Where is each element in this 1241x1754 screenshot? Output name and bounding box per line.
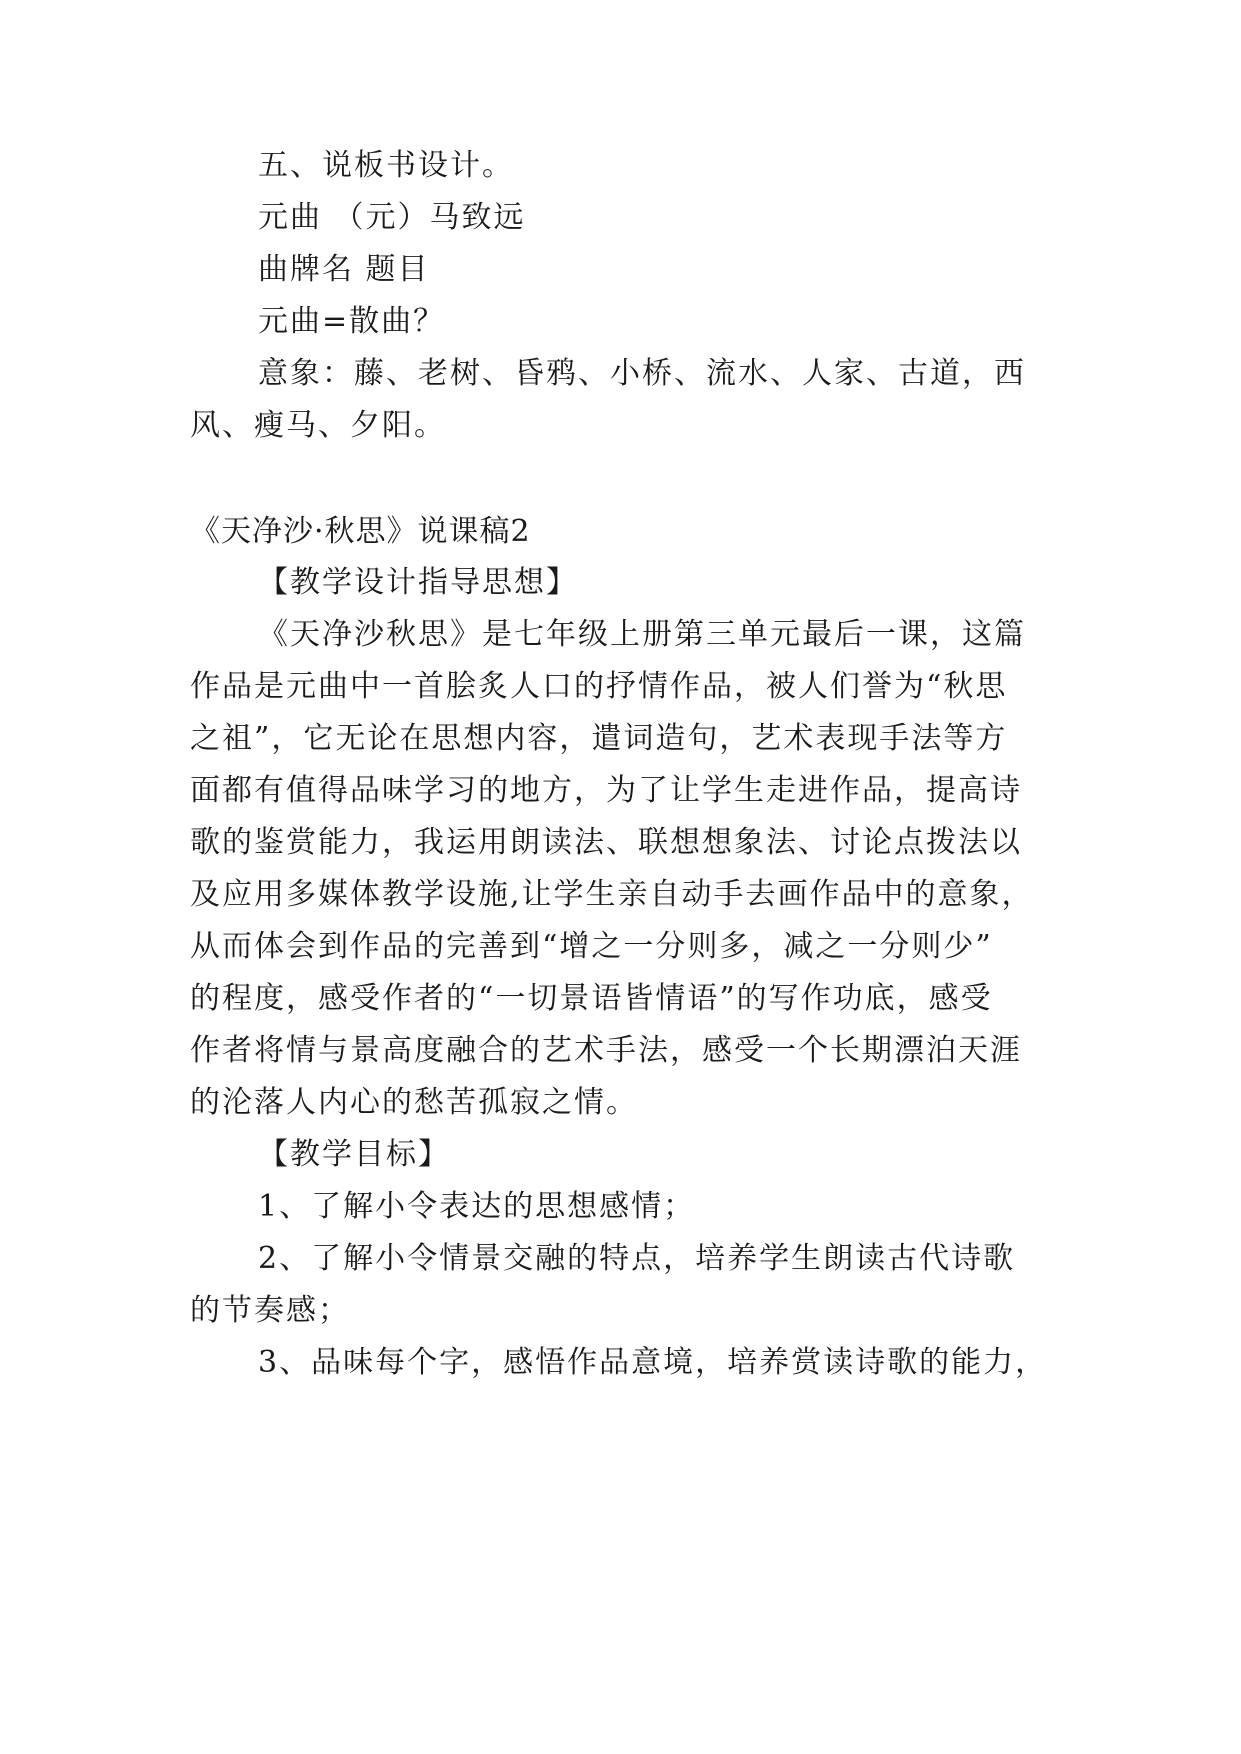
guide-paragraph-line: 的程度，感受作者的“一切景语皆情语”的写作功底，感受 bbox=[190, 981, 993, 1016]
board-design-heading: 五、说板书设计。 bbox=[258, 148, 514, 183]
board-line-title: 曲牌名 题目 bbox=[258, 252, 430, 287]
goal-3: 3、品味每个字，感悟作品意境，培养赏读诗歌的能力， bbox=[258, 1345, 1048, 1380]
imagery-line-2: 风、瘦马、夕阳。 bbox=[190, 408, 446, 443]
guide-paragraph-line: 及应用多媒体教学设施,让学生亲自动手去画作品中的意象， bbox=[190, 877, 1034, 912]
guide-paragraph-line: 《天净沙秋思》是七年级上册第三单元最后一课，这篇 bbox=[258, 617, 1026, 652]
guide-paragraph-line: 的沦落人内心的愁苦孤寂之情。 bbox=[190, 1085, 638, 1120]
goals-heading: 【教学目标】 bbox=[258, 1137, 450, 1172]
guide-paragraph-line: 作者将情与景高度融合的艺术手法，感受一个长期漂泊天涯 bbox=[190, 1033, 1022, 1068]
guide-paragraph-line: 面都有值得品味学习的地方，为了让学生走进作品，提高诗 bbox=[190, 773, 1022, 808]
guide-paragraph-line: 从而体会到作品的完善到“增之一分则多，减之一分则少” bbox=[190, 929, 993, 964]
board-line-author: 元曲 （元）马致远 bbox=[258, 200, 526, 235]
goal-2-line-1: 2、了解小令情景交融的特点，培养学生朗读古代诗歌 bbox=[258, 1241, 1016, 1276]
board-line-genre: 元曲=散曲？ bbox=[258, 304, 446, 339]
document-title: 《天净沙·秋思》说课稿2 bbox=[190, 514, 531, 549]
guide-heading: 【教学设计指导思想】 bbox=[258, 565, 578, 600]
imagery-line-1: 意象：藤、老树、昏鸦、小桥、流水、人家、古道，西 bbox=[258, 356, 1026, 391]
goal-2-line-2: 的节奏感； bbox=[190, 1293, 350, 1328]
guide-paragraph-line: 之祖”，它无论在思想内容，遣词造句，艺术表现手法等方 bbox=[190, 721, 1008, 756]
goal-1: 1、了解小令表达的思想感情； bbox=[258, 1189, 696, 1224]
guide-paragraph-line: 歌的鉴赏能力，我运用朗读法、联想想象法、讨论点拨法以 bbox=[190, 825, 1022, 860]
guide-paragraph-line: 作品是元曲中一首脍炙人口的抒情作品，被人们誉为“秋思 bbox=[190, 669, 1008, 704]
